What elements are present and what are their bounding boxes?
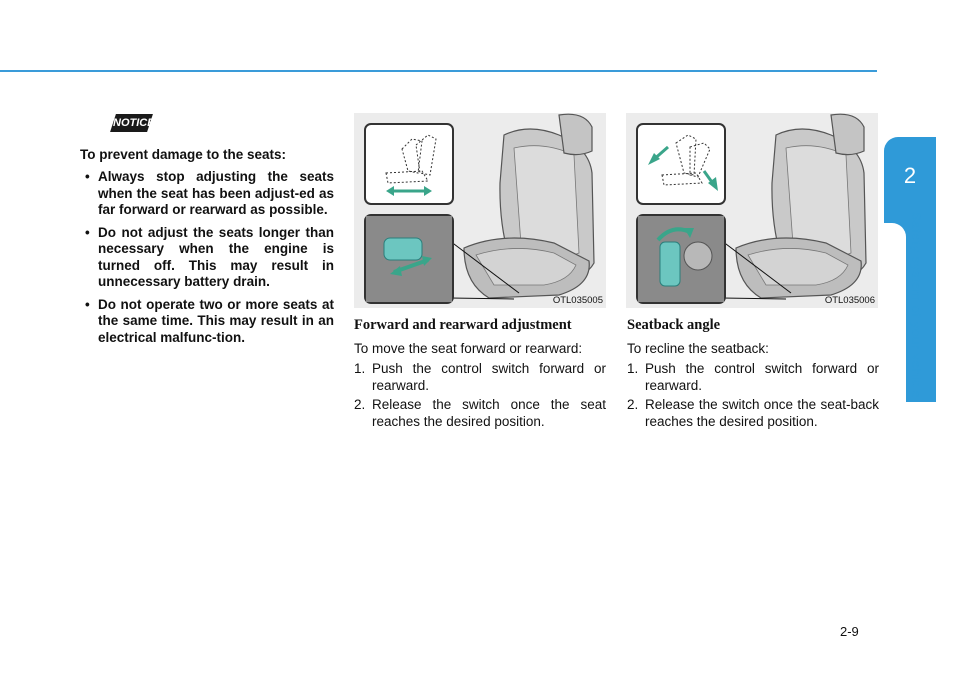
seat-switch-closeup-inset [364,214,454,304]
notice-badge [110,114,153,132]
step-item: 1. Push the control switch forward or rearward. [354,361,606,393]
section-heading: Forward and rearward adjustment [354,317,572,333]
seatback-recline-diagram-inset [636,123,726,205]
notice-list [80,169,334,346]
steps-list [627,361,879,430]
chapter-title: Safety system of your vehicle [909,212,924,399]
figure-code: OTL035005 [552,295,603,306]
forward-rearward-section [354,316,606,433]
notice-item: • Do not adjust the seats longer than necessary when the engine is turned off. This may result in unnecessary battery drain. [85,224,334,289]
step-item: 1. Push the control switch forward or rearward. [627,361,879,393]
notice-lead: To prevent damage to the seats: [80,147,287,162]
notice-badge-label: NOTICE [113,117,155,129]
notice-content [80,146,334,352]
figure-code: OTL035006 [824,295,875,306]
step-item: 2. Release the switch once the seat-back reaches the desired position. [627,397,879,429]
seat-slide-diagram-inset [364,123,454,205]
seat-forward-rearward-figure [354,113,606,308]
notice-item: • Always stop adjusting the seats when the seat has been adjust-ed as far forward or rearward as possible. [85,169,334,217]
section-intro: To recline the seatback: [627,341,769,356]
section-intro: To move the seat forward or rearward: [354,341,583,356]
top-rule [0,70,877,72]
steps-list [354,361,606,430]
seatback-switch-closeup-inset [636,214,726,304]
step-item: 2. Release the switch once the seat reaches the desired position. [354,397,606,429]
chapter-number: 2 [903,163,917,188]
notice-item: • Do not operate two or more seats at the same time. This may result in an electrical malfunc-tion. [85,296,334,345]
seatback-angle-section [627,316,879,433]
seatback-angle-figure [626,113,878,308]
page-number: 2-9 [840,624,859,639]
section-heading: Seatback angle [627,317,721,333]
